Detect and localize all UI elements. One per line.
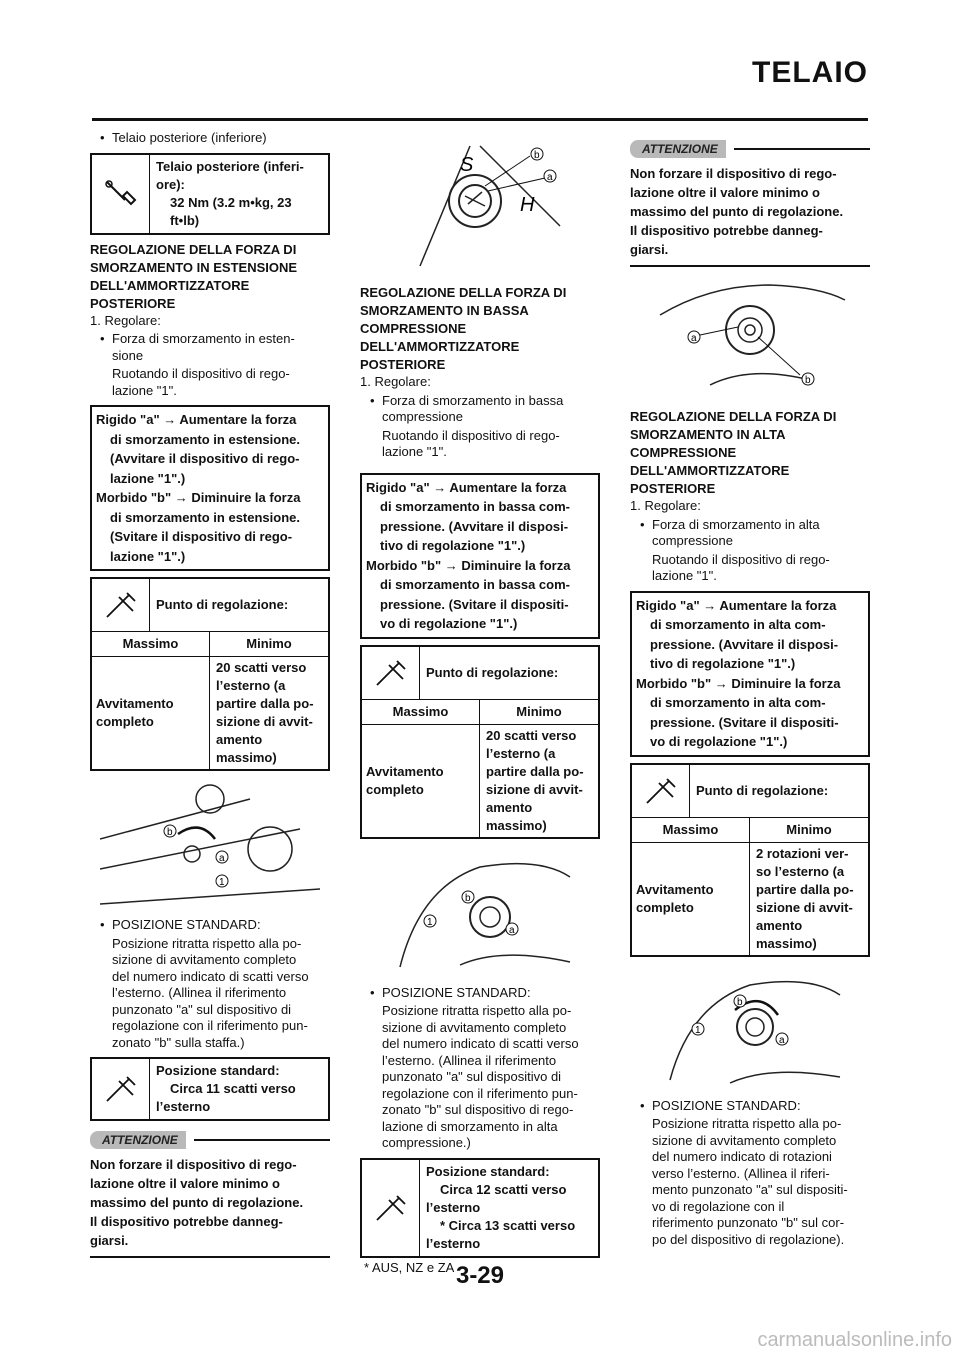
bullet-item: [90, 331, 330, 364]
label-s: S: [460, 154, 474, 176]
std-value-2: l’esterno: [156, 1099, 211, 1114]
value-line: amento: [756, 917, 803, 933]
column-1: [90, 128, 330, 1258]
page-title: TELAIO: [752, 56, 868, 89]
value-line: completo: [96, 714, 154, 729]
rule-line: (Svitare il dispositivo di rego-: [110, 529, 293, 544]
max-value: [92, 657, 210, 769]
rule-line: di smorzamento in bassa com-: [380, 577, 570, 592]
bullet-item: [630, 517, 870, 550]
label-a: a: [547, 172, 553, 183]
bullet-text: Forza di smorzamento in alta: [652, 516, 820, 532]
low-comp-detail-figure: [380, 847, 580, 977]
heading-line: DELL'AMMORTIZZATORE: [90, 277, 250, 293]
value-line: l’esterno (a: [486, 745, 556, 761]
rule-box: [360, 473, 600, 639]
value-line: l’esterno (a: [216, 678, 286, 693]
heading-line: COMPRESSIONE: [630, 445, 737, 460]
sub-text: sizione di avvitamento completo: [112, 952, 297, 967]
step-label: 1. Regolare:: [630, 498, 701, 513]
heading-line: POSTERIORE: [360, 357, 446, 372]
caution-line: Il dispositivo potrebbe danneg-: [90, 1214, 283, 1229]
std-value-4: l’esterno: [426, 1235, 481, 1251]
label-a: a: [219, 853, 225, 864]
bullet-item: • Telaio posteriore (inferiore): [90, 130, 330, 147]
rule-line: Rigido "a" → Aumentare la forza: [366, 479, 567, 495]
rule-line: Morbido "b" → Diminuire la forza: [366, 557, 571, 573]
value-line: amento: [216, 732, 263, 747]
torque-value: 32 Nm (3.2 m•kg, 23: [170, 194, 292, 210]
step-label: 1. Regolare:: [90, 312, 161, 328]
caution-line: lazione oltre il valore minimo o: [630, 185, 820, 200]
rebound-adjuster-figure: [100, 779, 320, 909]
sub-text: zonato "b" sul dispositivo di rego-: [382, 1102, 574, 1117]
low-comp-adjuster-figure: [380, 136, 580, 276]
value-line: massimo): [216, 750, 277, 765]
bullet-text: compressione: [382, 409, 463, 424]
value-line: partire dalla po-: [486, 763, 584, 779]
heading-line: REGOLAZIONE DELLA FORZA DI: [360, 285, 567, 300]
value-line: 20 scatti verso: [486, 727, 577, 743]
caution-line: giarsi.: [630, 242, 669, 257]
sub-text: del numero indicato di scatti verso: [382, 1036, 579, 1051]
sub-text: verso l’esterno. (Allinea il riferi-: [652, 1165, 830, 1181]
sub-text: compressione.): [382, 1135, 471, 1150]
heading-line: DELL'AMMORTIZZATORE: [630, 463, 790, 478]
page-number: 3-29: [455, 1262, 505, 1289]
value-line: 20 scatti verso: [216, 660, 307, 675]
sub-text: regolazione con il riferimento pun-: [382, 1085, 578, 1101]
rule-line: di smorzamento in estensione.: [110, 431, 300, 447]
min-value: [480, 725, 598, 837]
torque-label-2: ore):: [156, 176, 185, 192]
value-line: sizione di avvit-: [486, 781, 583, 797]
value-line: completo: [366, 781, 424, 797]
col-header-max: Massimo: [92, 632, 210, 656]
std-value: Circa 12 scatti verso: [440, 1181, 567, 1197]
heading-line: SMORZAMENTO IN BASSA: [360, 303, 529, 318]
bullet-text: Forza di smorzamento in bassa: [382, 392, 564, 408]
step-label: 1. Regolare:: [360, 374, 431, 389]
sub-text: Posizione ritratta rispetto alla po-: [112, 935, 302, 951]
footnote: * AUS, NZ e ZA: [364, 1259, 455, 1275]
value-line: partire dalla po-: [216, 696, 314, 711]
caution-line: massimo del punto di regolazione.: [630, 204, 844, 219]
value-line: massimo): [756, 935, 817, 951]
standard-position-box: [90, 1057, 330, 1121]
high-comp-adjuster-figure: [650, 275, 850, 400]
adjustment-table: [360, 645, 600, 839]
sub-text: sizione di avvitamento completo: [382, 1019, 567, 1035]
adjust-icon: [362, 647, 420, 699]
rule-line: tivo di regolazione "1".): [650, 656, 796, 671]
label-b: b: [534, 150, 540, 161]
std-value-2: l’esterno: [426, 1199, 481, 1215]
sub-text: lazione "1".: [112, 382, 177, 398]
sub-text: del numero indicato di rotazioni: [652, 1149, 832, 1164]
section-heading: [360, 284, 600, 374]
caution-block: [90, 1131, 330, 1258]
rule-line: tivo di regolazione "1".): [380, 538, 526, 553]
bullet-item: • POSIZIONE STANDARD:: [90, 917, 330, 934]
sub-text: lazione "1".: [382, 444, 447, 459]
label-1: 1: [695, 1024, 701, 1036]
watermark: carmanualsonline.info: [757, 1329, 952, 1351]
heading-line: SMORZAMENTO IN ESTENSIONE: [90, 259, 298, 275]
min-value: [210, 657, 328, 769]
adj-title: Punto di regolazione:: [156, 597, 289, 612]
adj-title: Punto di regolazione:: [426, 664, 559, 680]
heading-line: DELL'AMMORTIZZATORE: [360, 339, 520, 354]
sub-text: zonato "b" sulla staffa.): [112, 1034, 245, 1050]
label-a: a: [779, 1034, 785, 1046]
col-header-min: Minimo: [516, 703, 562, 719]
bullet-item: • POSIZIONE STANDARD:: [630, 1098, 870, 1115]
sub-text: riferimento punzonato "b" sul cor-: [652, 1215, 845, 1230]
sub-text: sizione di avvitamento completo: [652, 1132, 837, 1148]
rule-box: [630, 591, 870, 757]
sub-text: Ruotando il dispositivo di rego-: [652, 551, 830, 567]
wrench-icon: [92, 155, 150, 233]
col-header-max: Massimo: [362, 700, 480, 724]
sub-text: Posizione ritratta rispetto alla po-: [382, 1003, 572, 1018]
value-line: completo: [636, 899, 694, 915]
sub-text: Ruotando il dispositivo di rego-: [382, 427, 560, 443]
rule-line: pressione. (Avvitare il disposi-: [380, 518, 569, 534]
sub-text: punzonato "a" sul dispositivo di: [112, 1001, 292, 1017]
rule-line: Rigido "a" → Aumentare la forza: [636, 597, 837, 613]
title-divider: [92, 118, 868, 121]
std-value-3: * Circa 13 scatti verso: [440, 1217, 576, 1233]
rule-line: vo di regolazione "1".): [650, 734, 788, 749]
label-1: 1: [219, 877, 225, 888]
rule-line: (Avvitare il dispositivo di rego-: [110, 451, 300, 466]
sub-text: l’esterno. (Allinea il riferimento: [112, 985, 287, 1000]
adjust-icon: [92, 579, 150, 631]
value-line: Avvitamento: [366, 763, 444, 779]
sub-text: lazione "1".: [652, 568, 717, 583]
rule-line: Morbido "b" → Diminuire la forza: [96, 490, 301, 505]
col-header-min: Minimo: [246, 636, 292, 651]
max-value: [632, 843, 750, 955]
rule-line: pressione. (Avvitare il disposi-: [650, 636, 839, 652]
adj-title: Punto di regolazione:: [696, 782, 829, 798]
heading-line: COMPRESSIONE: [360, 321, 467, 336]
caution-line: lazione oltre il valore minimo o: [90, 1176, 280, 1191]
heading-line: POSTERIORE: [90, 295, 176, 311]
heading-line: POSTERIORE: [630, 481, 716, 496]
sub-text: Posizione ritratta rispetto alla po-: [652, 1116, 842, 1131]
caution-line: massimo del punto di regolazione.: [90, 1195, 304, 1210]
max-value: [362, 725, 480, 837]
caution-line: Non forzare il dispositivo di rego-: [630, 166, 837, 181]
rule-line: Morbido "b" → Diminuire la forza: [636, 675, 841, 691]
sub-text: Ruotando il dispositivo di rego-: [112, 366, 290, 381]
value-line: sizione di avvit-: [216, 714, 313, 729]
label-a: a: [691, 333, 697, 344]
rule-box: [90, 405, 330, 571]
rule-line: lazione "1".): [110, 548, 186, 564]
torque-value-2: ft•lb): [170, 212, 200, 228]
standard-position-box: [360, 1158, 600, 1258]
sub-text: mento punzonato "a" sul dispositi-: [652, 1182, 848, 1197]
caution-line: Il dispositivo potrebbe danneg-: [630, 223, 823, 238]
label-b: b: [805, 375, 811, 386]
heading-line: SMORZAMENTO IN ALTA: [630, 427, 786, 442]
value-line: sizione di avvit-: [756, 899, 853, 915]
value-line: amento: [486, 799, 533, 815]
label-b: b: [167, 827, 173, 838]
high-comp-detail-figure: [650, 965, 850, 1090]
column-2: [360, 128, 600, 1276]
rule-line: di smorzamento in alta com-: [650, 695, 826, 710]
rule-line: Rigido "a" → Aumentare la forza: [96, 412, 297, 427]
bullet-text: compressione: [652, 533, 733, 548]
rule-line: pressione. (Svitare il dispositi-: [380, 596, 569, 612]
value-line: so l’esterno (a: [756, 863, 845, 879]
section-heading: [630, 408, 870, 498]
bullet-item: • POSIZIONE STANDARD:: [360, 985, 600, 1002]
col-header-min: Minimo: [786, 821, 832, 837]
value-line: Avvitamento: [96, 696, 174, 711]
sub-text: po del dispositivo di regolazione).: [652, 1231, 845, 1247]
rule-line: pressione. (Svitare il dispositi-: [650, 714, 839, 730]
bullet-text: sione: [112, 347, 144, 363]
sub-text: del numero indicato di scatti verso: [112, 968, 309, 984]
rule-line: vo di regolazione "1".): [380, 616, 518, 631]
section-heading: [90, 241, 330, 313]
label-h: H: [520, 194, 535, 216]
std-label: Posizione standard:: [426, 1163, 550, 1179]
label-b: b: [737, 996, 743, 1008]
torque-spec-box: [90, 153, 330, 235]
column-3: [630, 128, 870, 1248]
sub-text: l’esterno. (Allinea il riferimento: [382, 1052, 557, 1068]
adjustment-table: [90, 577, 330, 771]
std-label: Posizione standard:: [156, 1063, 280, 1078]
rule-line: di smorzamento in estensione.: [110, 509, 300, 525]
caution-line: giarsi.: [90, 1233, 129, 1248]
rule-line: lazione "1".): [110, 470, 186, 486]
torque-label: Telaio posteriore (inferi-: [156, 158, 304, 174]
value-line: Avvitamento: [636, 881, 714, 897]
sub-text: regolazione con il riferimento pun-: [112, 1018, 308, 1033]
rule-line: di smorzamento in alta com-: [650, 617, 826, 632]
heading-line: REGOLAZIONE DELLA FORZA DI: [630, 409, 837, 424]
sub-text: vo di regolazione con il: [652, 1198, 785, 1214]
label-a: a: [509, 924, 515, 936]
caution-line: Non forzare il dispositivo di rego-: [90, 1157, 297, 1172]
bullet-item: [360, 393, 600, 426]
caution-block: [630, 140, 870, 267]
min-value: [750, 843, 868, 955]
std-value: Circa 11 scatti verso: [170, 1081, 296, 1096]
value-line: massimo): [486, 817, 547, 833]
adjust-icon: [92, 1059, 150, 1119]
heading-line: REGOLAZIONE DELLA FORZA DI: [90, 241, 297, 257]
sub-text: punzonato "a" sul dispositivo di: [382, 1069, 562, 1084]
caution-tag: ATTENZIONE: [630, 140, 726, 158]
value-line: partire dalla po-: [756, 881, 854, 897]
label-b: b: [465, 892, 471, 904]
value-line: 2 rotazioni ver-: [756, 845, 849, 861]
adjustment-table: [630, 763, 870, 957]
label-1: 1: [427, 916, 433, 928]
adjust-icon: [362, 1160, 420, 1256]
col-header-max: Massimo: [632, 818, 750, 842]
caution-tag: ATTENZIONE: [90, 1131, 186, 1149]
adjust-icon: [632, 765, 690, 817]
rule-line: di smorzamento in bassa com-: [380, 499, 570, 514]
bullet-text: Forza di smorzamento in esten-: [112, 331, 295, 346]
sub-text: lazione di smorzamento in alta: [382, 1118, 558, 1134]
